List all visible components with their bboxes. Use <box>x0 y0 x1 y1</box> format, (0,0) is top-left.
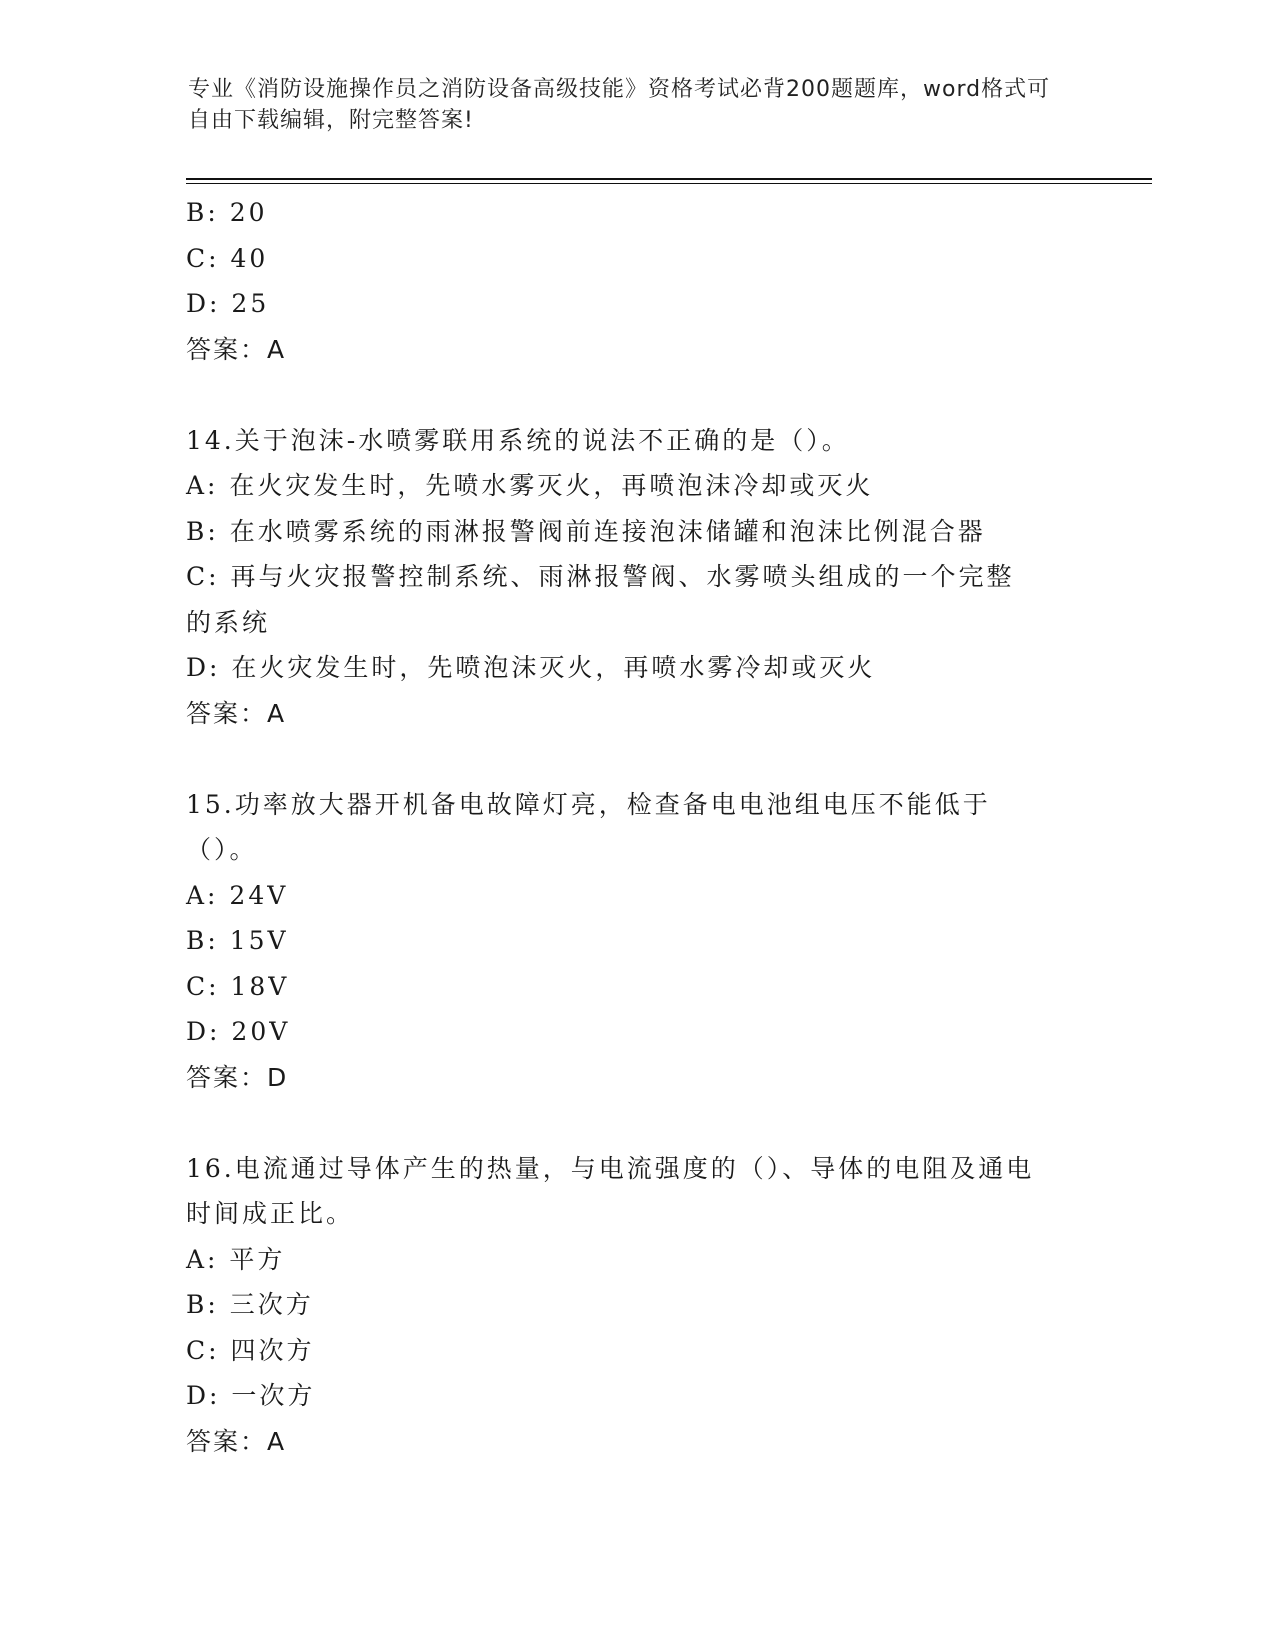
option-a: A: 在火灾发生时，先喷水雾灭火，再喷泡沫冷却或灭火 <box>186 471 874 500</box>
option-b: B: 在水喷雾系统的雨淋报警阀前连接泡沫储罐和泡沫比例混合器 <box>186 516 986 546</box>
option-d: D: 20V <box>186 1017 291 1046</box>
option-c: C: 18V <box>186 971 290 1001</box>
question-13-remainder <box>186 190 1076 372</box>
option-a: A: 平方 <box>186 1244 286 1274</box>
answer-line: 答案：A <box>186 698 287 728</box>
option-a: A: 24V <box>186 880 289 910</box>
question-stem: 15.功率放大器开机备电故障灯亮，检查备电电池组电压不能低于（）。 <box>186 789 991 864</box>
header-divider-thick <box>186 178 1152 180</box>
answer-line: 答案：D <box>186 1062 289 1092</box>
option-d: D: 在火灾发生时，先喷泡沫灭火，再喷水雾冷却或灭火 <box>186 653 876 682</box>
question-15 <box>186 782 1076 1101</box>
answer-line: 答案：A <box>186 334 287 364</box>
spacer <box>186 372 1076 418</box>
question-list <box>186 190 1076 1464</box>
spacer <box>186 1100 1076 1146</box>
option-b: B: 三次方 <box>186 1290 314 1319</box>
answer-line: 答案：A <box>186 1426 287 1456</box>
option-d: D: 一次方 <box>186 1381 316 1410</box>
option-c: C: 40 <box>186 243 269 273</box>
option-c: C: 再与火灾报警控制系统、雨淋报警阀、水雾喷头组成的一个完整的系统 <box>186 562 1015 637</box>
option-c: C: 四次方 <box>186 1335 315 1365</box>
option-d: D: 25 <box>186 289 270 318</box>
option-b: B: 15V <box>186 926 289 955</box>
option-b: B: 20 <box>186 198 268 227</box>
spacer <box>186 736 1076 782</box>
question-stem: 14.关于泡沫-水喷雾联用系统的说法不正确的是（）。 <box>186 425 850 455</box>
header-divider-thin <box>186 183 1152 184</box>
page-header: 专业《消防设施操作员之消防设备高级技能》资格考试必背200题题库，word格式可自由下载编辑，附完整答案! <box>188 77 1051 133</box>
question-16 <box>186 1146 1076 1465</box>
question-14 <box>186 418 1076 737</box>
question-stem: 16.电流通过导体产生的热量，与电流强度的（）、导体的电阻及通电时间成正比。 <box>186 1153 1035 1228</box>
